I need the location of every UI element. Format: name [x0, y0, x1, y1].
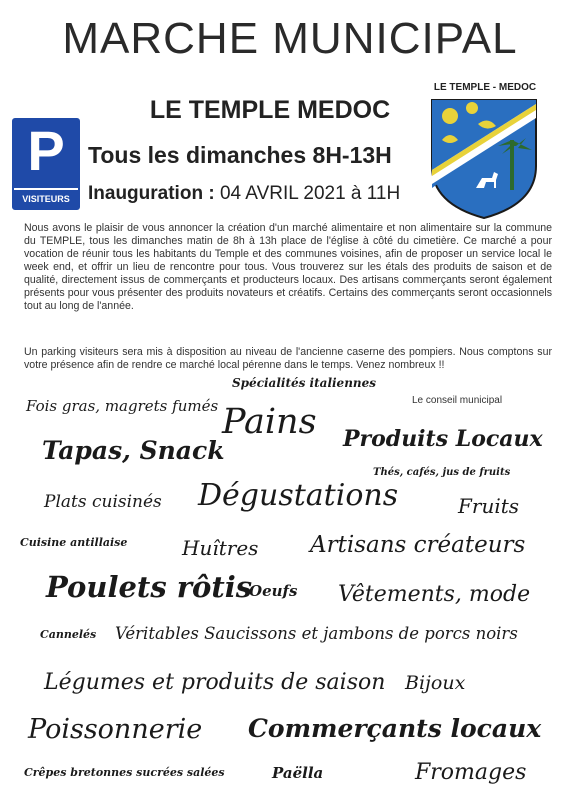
product-commercants: Commerçants locaux [248, 714, 542, 743]
town-name: LE TEMPLE MEDOC [149, 96, 391, 124]
product-produits-locaux: Produits Locaux [343, 426, 543, 452]
product-foie-gras: Fois gras, magrets fumés [26, 397, 219, 415]
product-fromages: Fromages [415, 760, 527, 785]
intro-paragraph: Nous avons le plaisir de vous annoncer la création d'un marché alimentaire et non alimentaire sur la commune du TEMPLE, tous les dimanches matin de 8h à 13h place de l'église à côté du cimetière. Ce marché a pour vocation de réunir tous les habitants du Temple et des communes voisines, afin de proposer un service local le week end, et offrir un lieu de rencontre pour tous. Vous trouverez sur les étals des produits de saison et de qualité, directement issus de commerçants et producteurs locaux. Des artisans commerçants seront également présents pour vous présenter des produits novateurs et créatifs. Certains des commerçants seront occasionnels tout au long de l'année. [24, 222, 552, 312]
schedule-text: Tous les dimanches 8H-13H [88, 142, 392, 168]
page-title: MARCHE MUNICIPAL [62, 14, 518, 63]
inauguration-date: 04 AVRIL 2021 à 11H [219, 183, 401, 204]
parking-letter: P [27, 119, 65, 182]
product-italian: Spécialités italiennes [232, 376, 377, 390]
parking-label: VISITEURS [14, 188, 78, 208]
product-oeufs: Oeufs [249, 582, 298, 600]
parking-sign-icon [12, 118, 80, 210]
signature: Le conseil municipal [412, 395, 503, 406]
inauguration-line [88, 183, 400, 205]
product-crepes: Crêpes bretonnes sucrées salées [24, 766, 225, 779]
crest-label: LE TEMPLE - MEDOC [433, 82, 537, 93]
product-artisans: Artisans créateurs [310, 532, 526, 558]
product-poissonnerie: Poissonnerie [28, 714, 203, 745]
parking-paragraph: Un parking visiteurs sera mis à disposition au niveau de l'ancienne caserne des pompiers. Nous comptons sur votre présence afin de rendre ce marché local pérenne dans le temps. Venez nombreux !! [24, 346, 552, 371]
inauguration-label: Inauguration : [88, 183, 215, 204]
product-bijoux: Bijoux [405, 672, 466, 694]
product-canneles: Cannelés [40, 628, 97, 641]
product-legumes: Légumes et produits de saison [44, 670, 386, 695]
product-saucissons: Véritables Saucissons et jambons de porcs noirs [115, 624, 518, 643]
product-fruits: Fruits [458, 494, 520, 518]
product-plats: Plats cuisinés [44, 492, 162, 512]
product-antillaise: Cuisine antillaise [20, 536, 128, 549]
product-pains: Pains [222, 402, 317, 442]
coat-of-arms-icon [428, 96, 540, 220]
product-thes: Thés, cafés, jus de fruits [373, 467, 511, 478]
product-paella: Paëlla [272, 764, 324, 782]
product-huitres: Huîtres [182, 536, 259, 560]
product-poulets: Poulets rôtis [46, 570, 253, 604]
product-degustations: Dégustations [198, 478, 399, 513]
product-vetements: Vêtements, mode [338, 582, 531, 607]
product-tapas: Tapas, Snack [42, 436, 225, 465]
